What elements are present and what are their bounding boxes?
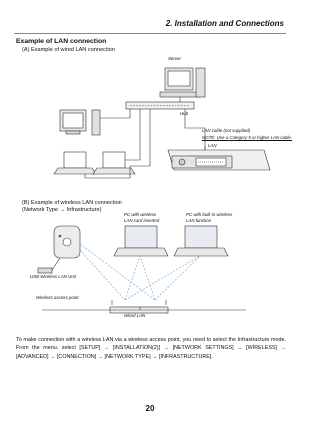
wireless-router (110, 300, 168, 313)
laptop-wireless-card (114, 226, 168, 256)
header-title: 2. Installation and Connections (165, 19, 284, 28)
client-laptop-2 (93, 152, 135, 174)
client-tower (92, 110, 100, 135)
lan-cable-label: LAN cable (not supplied) (202, 128, 251, 133)
pc-card-label-line2: LAN card inserted (124, 218, 160, 223)
wireless-caption-line2: (Network Type → Infrastructure) (22, 207, 102, 213)
lan-cable-note: NOTE: Use a Category 5 or higher LAN cable. (202, 135, 293, 140)
pc-builtin-label-line2: LAN function (186, 218, 212, 223)
client-monitor (60, 110, 86, 134)
hub-tower-cable (100, 109, 130, 118)
server-label: Server (168, 56, 181, 61)
access-point (54, 226, 80, 258)
hub-laptop2-cable (125, 109, 140, 160)
wired-caption: (A) Example of wired LAN connection (22, 47, 115, 53)
projector (168, 150, 270, 170)
server-pc (160, 68, 205, 97)
hub-device (126, 102, 194, 109)
page-number: 20 (145, 404, 155, 413)
usb-unit-pointer (52, 258, 60, 270)
pc-card-label-line1: PC with wireless (124, 212, 157, 217)
wired-lan-label: Wired LAN (124, 313, 146, 318)
laptop-builtin-wireless (174, 226, 228, 256)
lan-port-label: LAN (208, 143, 217, 148)
pc-builtin-label-line1: PC with built-in wireless (186, 212, 233, 217)
wireless-caption-line1: (B) Example of wireless LAN connection (22, 200, 122, 206)
hub-label: Hub (180, 111, 189, 116)
client-laptop-1 (54, 152, 96, 174)
instructions-paragraph: To make connection with a wireless LAN via a wireless access point, you need to select the Infrastructure mode. From the menu, select [SETUP] → [INSTALLATION(2)] → [NETWORK SETTINGS] → [WIRELESS] → [ADVANCED] → [CONNECTION] → [NETWORK TYPE] → [INFRASTRUCTURE]. (16, 337, 286, 360)
usb-wireless-unit (38, 268, 52, 273)
usb-unit-label: USB Wireless LAN Unit (30, 274, 76, 279)
access-point-label: Wireless access point (36, 295, 79, 300)
section-title: Example of LAN connection (16, 38, 107, 45)
